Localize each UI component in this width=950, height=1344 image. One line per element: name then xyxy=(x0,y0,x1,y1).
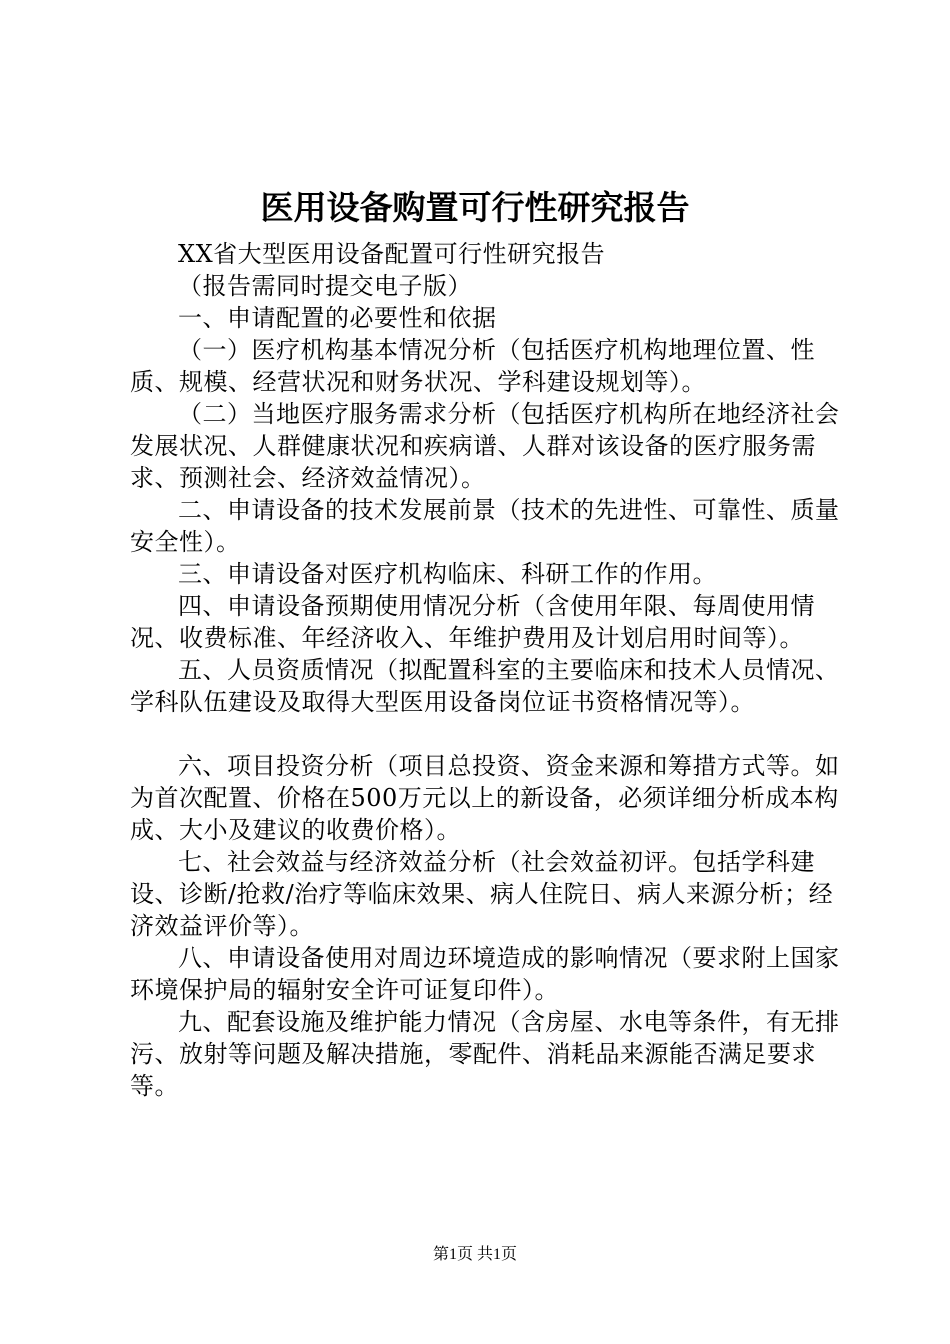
paragraph-6: 六、项目投资分析（项目总投资、资金来源和筹措方式等。如为首次配置、价格在500万元以上的新设备，必须详细分析成本构成、大小及建议的收费价格）。 xyxy=(130,752,840,844)
section-heading-1: 一、申请配置的必要性和依据 xyxy=(178,304,497,332)
document-body xyxy=(130,238,845,1102)
page-footer: 第1页 共1页 xyxy=(432,1246,517,1263)
paragraph-4: 四、申请设备预期使用情况分析（含使用年限、每周使用情况、收费标准、年经济收入、年维护费用及计划启用时间等）。 xyxy=(130,592,815,652)
paragraph-5: 五、人员资质情况（拟配置科室的主要临床和技术人员情况、学科队伍建设及取得大型医用设备岗位证书资格情况等）。 xyxy=(130,656,840,716)
paragraph-8: 八、申请设备使用对周边环境造成的影响情况（要求附上国家环境保护局的辐射安全许可证复印件）。 xyxy=(130,944,840,1004)
paragraph-1-2: （二）当地医疗服务需求分析（包括医疗机构所在地经济社会发展状况、人群健康状况和疾病谱、人群对该设备的医疗服务需求、预测社会、经济效益情况）。 xyxy=(130,400,840,492)
paragraph-7: 七、社会效益与经济效益分析（社会效益初评。包括学科建设、诊断/抢救/治疗等临床效果、病人住院日、病人来源分析；经济效益评价等）。 xyxy=(130,848,834,940)
submission-note: （报告需同时提交电子版） xyxy=(178,272,472,300)
paragraph-1-1: （一）医疗机构基本情况分析（包括医疗机构地理位置、性质、规模、经营状况和财务状况、学科建设规划等）。 xyxy=(130,336,815,396)
paragraph-9: 九、配套设施及维护能力情况（含房屋、水电等条件，有无排污、放射等问题及解决措施，零配件、消耗品来源能否满足要求等。 xyxy=(130,1008,840,1100)
paragraph-spacer xyxy=(130,718,845,750)
paragraph-3: 三、申请设备对医疗机构临床、科研工作的作用。 xyxy=(178,560,717,588)
paragraph-2: 二、申请设备的技术发展前景（技术的先进性、可靠性、质量安全性）。 xyxy=(130,496,840,556)
document-title: 医用设备购置可行性研究报告 xyxy=(260,188,690,227)
report-subtitle: XX省大型医用设备配置可行性研究报告 xyxy=(178,240,606,268)
